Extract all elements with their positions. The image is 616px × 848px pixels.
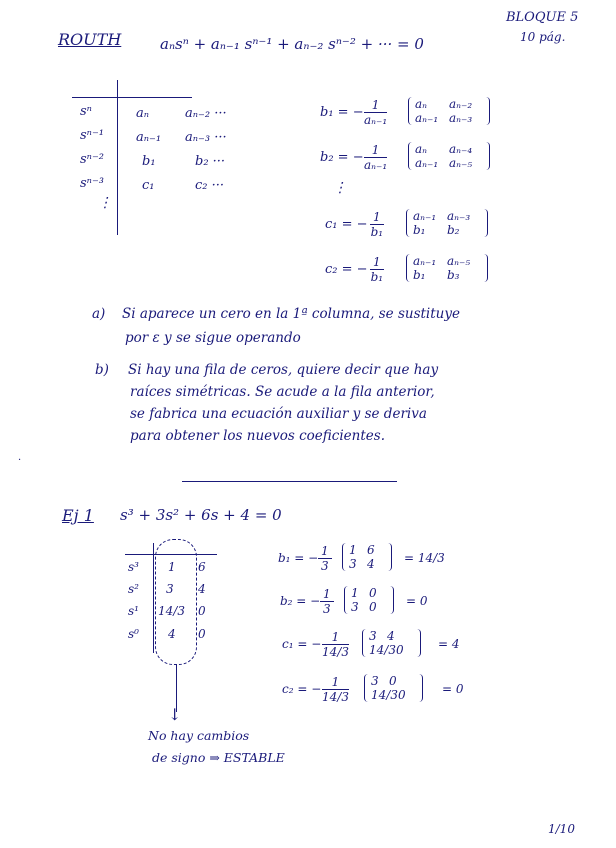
matrix-cell: 4 (387, 629, 395, 643)
formula-result: = 0 (406, 594, 428, 608)
note-text: se fabrica una ecuación auxiliar y se deriva (130, 406, 427, 422)
fraction (322, 630, 349, 659)
matrix-cell: 4 (367, 557, 375, 571)
formula-result: = 0 (442, 682, 464, 696)
fraction-num: 1 (320, 587, 334, 602)
matrix-cell: b₁ (413, 223, 426, 237)
matrix-cell: 0 (397, 688, 406, 702)
table-power: s¹ (128, 604, 139, 618)
formula-result: = 4 (438, 637, 460, 651)
table-power: s³ (128, 560, 139, 574)
matrix-cell: aₙ (415, 97, 428, 111)
table-cell: 4 (198, 582, 206, 596)
note-text: para obtener los nuevos coeficientes. (130, 428, 385, 444)
matrix-cell: 0 (395, 643, 404, 657)
fraction-den: aₙ₋₁ (364, 158, 388, 172)
fraction-num: 1 (370, 210, 384, 225)
fraction (320, 587, 334, 616)
table-cell: 0 (198, 604, 206, 618)
table-cell: aₙ₋₃ ··· (185, 130, 227, 145)
arrow-down-icon: ↓ (168, 705, 182, 724)
table-h-rule (72, 97, 192, 98)
matrix-cell: aₙ₋₁ (413, 209, 437, 223)
fraction-den: aₙ₋₁ (364, 113, 388, 127)
note-marker: b) (95, 362, 109, 378)
fraction (322, 675, 349, 704)
table-v-rule (153, 543, 154, 653)
fraction-den: 14/3 (322, 690, 349, 704)
formula-vdots: ⋮ (333, 180, 347, 196)
note-marker: a) (92, 306, 106, 322)
formula-result: = 14/3 (404, 551, 445, 565)
matrix-cell: 0 (369, 600, 377, 614)
matrix (408, 97, 490, 125)
matrix-cell: aₙ₋₅ (447, 254, 471, 268)
fraction (318, 544, 332, 573)
matrix-cell: 3 (371, 674, 379, 688)
fraction (364, 98, 387, 127)
matrix-cell: 3 (349, 557, 357, 571)
matrix (406, 254, 488, 282)
conclusion-text: No hay cambios (148, 728, 250, 743)
matrix-cell: aₙ₋₁ (413, 254, 437, 268)
fraction-den: b₁ (370, 270, 384, 284)
table-power: sⁿ⁻² (80, 152, 105, 167)
matrix-cell: aₙ₋₂ (449, 97, 473, 111)
matrix-cell: aₙ₋₃ (449, 111, 473, 125)
matrix-cell: 0 (389, 674, 397, 688)
fraction-num: 1 (364, 143, 387, 158)
note-text: raíces simétricas. Se acude a la fila anterior, (130, 384, 435, 400)
page-number: 1/10 (548, 822, 575, 836)
matrix-cell: aₙ₋₄ (449, 142, 473, 156)
matrix-cell: b₁ (413, 268, 426, 282)
example-equation: s³ + 3s² + 6s + 4 = 0 (120, 506, 282, 524)
fraction-num: 1 (322, 675, 349, 690)
fraction-num: 1 (318, 544, 332, 559)
matrix-cell: b₃ (447, 268, 460, 282)
fraction-den: 14/3 (322, 645, 349, 659)
example-label: Ej 1 (62, 506, 94, 525)
table-power: sⁿ (80, 104, 92, 119)
formula-lhs: c₂ = − (325, 262, 368, 277)
formula-lhs: b₂ = − (320, 150, 364, 165)
table-cell: 4 (168, 627, 176, 641)
table-cell: c₂ ··· (195, 178, 225, 193)
table-cell: b₁ (142, 154, 156, 169)
table-vdots: ⋮ (98, 195, 112, 211)
characteristic-equation: aₙsⁿ + aₙ₋₁ sⁿ⁻¹ + aₙ₋₂ sⁿ⁻² + ··· = 0 (160, 35, 424, 53)
fraction-den: 3 (323, 602, 331, 616)
fraction-num: 1 (364, 98, 387, 113)
table-cell: aₙ₋₁ (136, 130, 162, 145)
table-power: s⁰ (128, 627, 139, 641)
fraction-den: 3 (321, 559, 329, 573)
matrix-cell: aₙ (415, 142, 428, 156)
matrix-cell: 3 (351, 600, 359, 614)
matrix-cell: 1 (351, 586, 359, 600)
matrix (362, 629, 421, 657)
table-cell: 0 (198, 627, 206, 641)
note-text: Si hay una fila de ceros, quiere decir que hay (128, 362, 439, 378)
fraction-den: b₁ (370, 225, 384, 239)
table-cell: 3 (166, 582, 174, 596)
table-cell: b₂ ··· (195, 154, 226, 169)
fraction (364, 143, 387, 172)
first-column-highlight (155, 539, 197, 665)
note-text: por ε y se sigue operando (125, 330, 301, 346)
fraction (370, 255, 384, 284)
table-cell: 6 (198, 560, 206, 574)
fraction-num: 1 (370, 255, 384, 270)
dot-mark: · (18, 455, 22, 466)
matrix-cell: 0 (369, 586, 377, 600)
page-count: 10 pág. (520, 30, 566, 44)
note-text: Si aparece un cero en la 1ª columna, se sustituye (122, 306, 460, 322)
table-power: sⁿ⁻³ (80, 176, 105, 191)
matrix (344, 586, 394, 614)
table-cell: aₙ₋₂ ··· (185, 106, 227, 121)
page-title: ROUTH (58, 30, 122, 49)
table-power: sⁿ⁻¹ (80, 128, 105, 143)
table-cell: c₁ (142, 178, 155, 193)
matrix-cell: aₙ₋₅ (449, 156, 473, 170)
table-cell: 14/3 (158, 604, 185, 618)
formula-lhs: c₁ = − (325, 217, 368, 232)
matrix-cell: aₙ₋₁ (415, 111, 439, 125)
matrix-cell: 6 (367, 543, 375, 557)
conclusion-text: de signo ⇒ ESTABLE (152, 750, 285, 765)
matrix (342, 543, 392, 571)
matrix (408, 142, 490, 170)
formula-lhs: b₂ = − (280, 594, 321, 608)
matrix-cell: 14/3 (369, 643, 396, 657)
fraction (370, 210, 384, 239)
formula-lhs: b₁ = − (278, 551, 319, 565)
table-v-rule (117, 80, 118, 235)
fraction-num: 1 (322, 630, 349, 645)
matrix-cell: b₂ (447, 223, 460, 237)
matrix-cell: aₙ₋₃ (447, 209, 471, 223)
formula-lhs: b₁ = − (320, 105, 364, 120)
section-divider (182, 481, 397, 482)
matrix (406, 209, 488, 237)
matrix-cell: 1 (349, 543, 357, 557)
table-cell: aₙ (136, 106, 150, 121)
formula-lhs: c₁ = − (282, 637, 322, 651)
matrix-cell: aₙ₋₁ (415, 156, 439, 170)
matrix-cell: 3 (369, 629, 377, 643)
table-cell: 1 (168, 560, 176, 574)
matrix-cell: 14/3 (371, 688, 398, 702)
matrix (364, 674, 423, 702)
block-label: BLOQUE 5 (506, 10, 579, 25)
formula-lhs: c₂ = − (282, 682, 322, 696)
table-power: s² (128, 582, 139, 596)
